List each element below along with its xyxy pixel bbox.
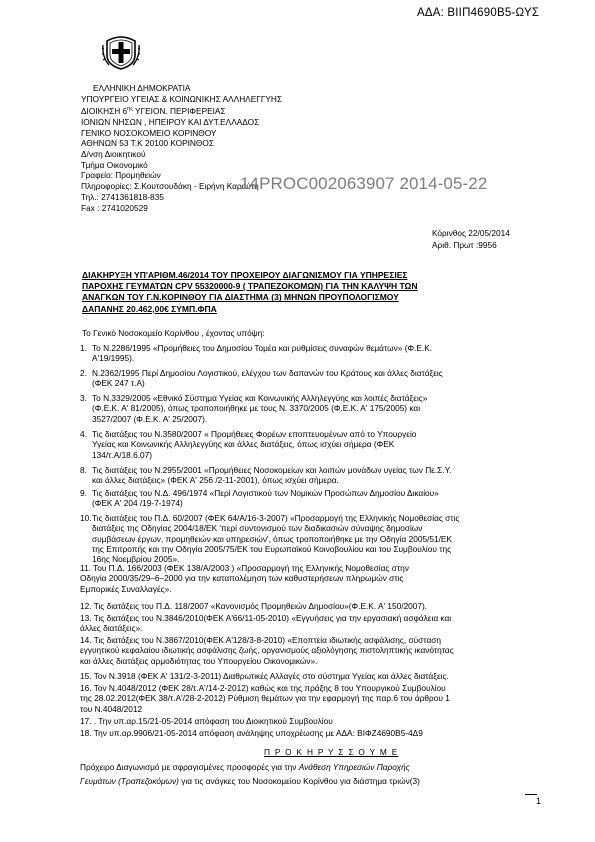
header-line: ΓΕΝΙΚΟ ΝΟΣΟΚΟΜΕΙΟ ΚΟΡΙΝΘΟΥ <box>81 127 217 138</box>
list-item-line: Οδηγία 2000/35/29–6–2000 για την καταπολέμηση των καθυστερήσεων πληρωμών στις <box>80 573 404 584</box>
list-item <box>80 728 530 738</box>
title-line: ΔΑΠΑΝΗΣ 20.462,00€ ΣΥΜΠ.ΦΠΑ <box>82 303 217 314</box>
list-item-line: Εμπορικές Συναλλαγές». <box>80 583 172 594</box>
list-item-line: και άλλες διατάξεις» (ΦΕΚ Α' 256 /2-11-2001), όπως ισχύει σήμερα. <box>92 475 339 486</box>
list-item-line: της Επιτροπής και την Οδηγία 2005/75/ΕΚ του Ευρωπαϊκού Κοινοβουλίου και του Συμβουλίου της <box>92 543 452 554</box>
list-item-text <box>92 488 530 509</box>
date-protocol-block <box>432 227 510 251</box>
list-item-line: και άλλες διατάξεις αρμοδιότητας του Υπουργείου Οικονομικών». <box>80 655 318 666</box>
header-line: ΔΙΟΙΚΗΣΗ $6^{\eta\varsigma}$ ΥΓΕΙΟΝ. ΠΕΡΙΦΕΡΕΙΑΣ <box>81 106 226 117</box>
list-item-text <box>80 613 518 634</box>
list-item-line: (Φ.Ε.Κ. Α' 81/2005), όπως τροποποιήθηκε με τους Ν. 3370/2005 (Φ.Ε.Κ. Α' 175/2005) και <box>92 403 421 414</box>
list-item-line: (ΦΕΚ 247 τ.Α) <box>92 378 145 389</box>
list-item-line: 18. Την υπ.αρ.9906/21-05-2014 απόφαση ανάληψης υποχρέωσης με ΑΔΑ: ΒΙΦΖ4690Β5-4Δ9 <box>80 728 423 738</box>
list-item-text <box>92 513 530 564</box>
list-item-line: 13. Τις διατάξεις του Ν.3846/2010(ΦΕΚ Α'66/11-05-2010) «Εγγυήσεις για την εργασιακή ασφάλεια και <box>80 613 452 623</box>
protocol-watermark: 14PROC002063907 2014-05-22 <box>240 174 488 193</box>
list-item <box>80 563 530 594</box>
list-item-text <box>80 601 518 611</box>
list-item-line: Τις διατάξεις του Π.Δ. 60/2007 (ΦΕΚ 64/Α/16-3-2007) «Προσαρμογή της Ελληνικής Νομοθεσίας στις <box>92 513 460 523</box>
list-item <box>80 601 530 611</box>
title-line: ΠΑΡΟΧΗΣ ΓΕΥΜΑΤΩΝ CPV 55320000-9 ( ΤΡΑΠΕΖΟΚΟΜΩΝ) ΓΙΑ ΤΗΝ ΚΑΛΥΨΗ ΤΩΝ <box>82 281 418 292</box>
list-item-line: Υγείας και Κοινωνικής Αλληλεγγύης και άλλες διατάξεις, όπως ισχύει σήμερα (ΦΕΚ <box>92 439 395 450</box>
list-item-line: 11. Του Π.Δ. 166/2003 (ΦΕΚ 138/Α/2003 ) «Προσαρμογή της Ελληνικής Νομοθεσίας στην <box>80 563 409 573</box>
list-item-line: 3527/2007 (Φ.Ε.Κ. Α' 25/2007). <box>92 413 208 424</box>
list-item-line: συμβάσεων έργων, προμηθειών και υπηρεσιών', όπως τροποποιήθηκε με την Οδηγία 2005/51/ΕΚ <box>92 533 452 544</box>
list-item-text <box>80 635 518 666</box>
list-item-number: 4. <box>80 429 87 439</box>
list-item-text <box>80 716 518 726</box>
header-line: ΥΠΟΥΡΓΕΙΟ ΥΓΕΙΑΣ & ΚΟΙΝΩΝΙΚΗΣ ΑΛΛΗΛΕΓΓΥΗΣ <box>81 93 283 104</box>
list-item-number: 8. <box>80 465 87 475</box>
list-item-line: άλλες διατάξεις». <box>80 623 143 634</box>
list-item-line: 16. Τον Ν.4048/2012 (ΦΕΚ 28/τ.Α'/14-2-2012) καθώς και της πράξης 8 του Υπουργικού Συμβουλίου <box>80 683 446 693</box>
header-line: ΕΛΛΗΝΙΚΗ ΔΗΜΟΚΡΑΤΙΑ <box>93 83 191 93</box>
title-line: ΑΝΑΓΚΩΝ ΤΟΥ Γ.Ν.ΚΟΡΙΝΘΟΥ ΓΙΑ ΔΙΑΣΤΗΜΑ (3) ΜΗΝΩΝ ΠΡΟΥΠΟΛΟΓΙΣΜΟΥ <box>82 292 399 303</box>
protocol-number: Αριθ. Πρωτ :9956 <box>432 240 497 250</box>
title-line: ΔΙΑΚΗΡΥΞΗ ΥΠ'ΑΡΙΘΜ.46/2014 ΤΟΥ ΠΡΟΧΕΙΡΟΥ ΔΙΑΓΩΝΙΣΜΟΥ ΓΙΑ ΥΠΗΡΕΣΙΕΣ <box>82 270 408 280</box>
list-item <box>80 671 530 681</box>
list-item-line: 15. Τον Ν.3918 (ΦΕΚ Α' 131/2-3-2011) Διαθρωτικές Αλλαγές στο σύστημα Υγείας και άλλες διατάξεις. <box>80 671 449 681</box>
header-line: Γραφείο: Προμηθειών <box>81 170 161 181</box>
list-item-line: της 28.02.2012(ΦΕΚ 38/τ.Α'/28-2-2012) Ρύθμιση θεμάτων για την εφαρμογή της παρ.6 του άρθρου 1 <box>80 693 450 704</box>
list-item-text <box>92 343 530 364</box>
list-item-line: Α'19/1995). <box>92 353 135 364</box>
list-item-text <box>92 368 530 389</box>
list-item-text <box>80 563 518 594</box>
list-item-number: 1. <box>80 343 87 353</box>
list-item-line: Το Ν.3329/2005 «Εθνικό Σύστημα Υγείας και Κοινωνικής Αλληλεγγύης και λοιπές διατάξεις» <box>92 393 428 403</box>
list-item <box>80 613 530 634</box>
list-item-line: 16ης Νοεμβρίου 2005». <box>92 554 180 565</box>
proclamation-paragraph <box>80 760 540 788</box>
list-item-line: 134/τ.Α/18.6.07) <box>92 449 153 460</box>
list-item-line: Ν.2362/1995 Περί Δημοσίου Λογιστικού, ελέγχου των δαπανών του Κράτους και άλλες διατάξεις <box>92 368 443 378</box>
proclamation-heading: Π Ρ Ο Κ Η Ρ Υ Σ Σ Ο Υ Μ Ε <box>264 747 399 757</box>
list-item-number: 9. <box>80 488 87 498</box>
list-item-text <box>92 393 530 424</box>
list-item-text <box>92 465 530 486</box>
place-date: Κόρινθος 22/05/2014 <box>432 228 510 238</box>
header-line: Fax : 2741020529 <box>81 202 148 213</box>
header-line: Δ/νση Διοικητικού <box>81 148 146 159</box>
list-item <box>80 635 530 666</box>
paragraph-line: Γευμάτων (Τραπεζοκόμων) για τις ανάγκες του Νοσοκομείου Κορίνθου για διάστημα τριών(3) <box>80 776 420 786</box>
header-line: Τηλ.: 2741361818-835 <box>81 191 164 202</box>
list-item-line: εγγυητικού κεφαλαίου ιδιωτικής ασφάλισης ζωής, οργανισμούς αξιολόγησης πιστοληπτικής ικανότητας <box>80 645 454 656</box>
page-number: 1 <box>536 796 542 806</box>
document-title <box>82 270 522 315</box>
page-number-rule <box>525 794 537 795</box>
list-item-line: διατάξεις της Οδηγίας 2004/18/ΕΚ 'περί συντονισμού των διαδικασιών σύναψης δημοσίων <box>92 523 423 534</box>
list-item-line: Τις διατάξεις του Ν.3580/2007 « Προμήθειες Φορέων εποπτευομένων από το Υπουργείο <box>92 429 417 439</box>
list-item-line: Τις διατάξεις του Ν.Δ. 496/1974 «Περί Λογιστικού των Νομικών Προσώπων Δημοσίου Δικαίου» <box>92 488 439 498</box>
header-line: Τμήμα Οικονομικό <box>81 159 148 170</box>
list-item-line: του Ν.4048/2012 <box>80 703 143 714</box>
paragraph-line: Πρόχειρο Διαγωνισμό με σφραγισμένες προσφορές για την Ανάθεση Υπηρεσιών Παροχής <box>80 762 410 772</box>
header-line: ΑΘΗΝΩΝ 53 Τ.Κ 20100 ΚΟΡΙΝΘΟΣ <box>81 138 214 149</box>
list-item <box>80 683 530 714</box>
list-item-line: 12. Τις διατάξεις του Π.Δ. 118/2007 «Κανονισμός Προμηθειών Δημοσίου»(Φ.Ε.Κ. Α' 150/2007). <box>80 601 428 611</box>
list-item-number: 3. <box>80 393 87 403</box>
list-item-text <box>80 671 518 681</box>
list-item-line: Τις διατάξεις του Ν.2955/2001 «Προμήθειες Νοσοκομείων και λοιπών μονάδων υγείας των Πε.Σ.Υ. <box>92 465 452 475</box>
list-item-text <box>80 683 518 714</box>
list-item-text <box>92 429 530 460</box>
list-item <box>80 716 530 726</box>
list-item-text <box>80 728 518 738</box>
greek-emblem-icon <box>101 31 141 71</box>
list-item-line: 14. Τις διατάξεις του Ν.3867/2010(ΦΕΚ Α'128/3-8-2010) «Εποπτεία ιδιωτικής ασφάλισης, σύσταση <box>80 635 441 645</box>
list-item-line: Το Ν.2286/1995 «Προμήθειες του Δημοσίου Τομέα και ρυθμίσεις συναφών θεμάτων» (Φ.Ε.Κ. <box>92 343 433 353</box>
list-item-number: 10. <box>80 513 92 523</box>
header-line: ΙΟΝΙΩΝ ΝΗΣΩΝ , ΗΠΕΙΡΟΥ ΚΑΙ ΔΥΤ.ΕΛΛΑΔΟΣ <box>81 116 260 127</box>
intro-text: Το Γενικό Νοσοκομείο Κορίνθου , έχοντας υπόψη: <box>82 328 265 338</box>
list-item-number: 2. <box>80 368 87 378</box>
header-line: Πληροφορίες: Σ.Κουτσουδάκη - Ειρήνη Καρούτη <box>81 181 259 192</box>
list-item-line: 17. . Την υπ.αρ.15/21-05-2014 απόφαση του Διοικητικού Συμβουλίου <box>80 716 333 726</box>
list-item-line: (ΦΕΚ Α' 204 /19-7-1974) <box>92 498 183 509</box>
ada-code: ΑΔΑ: ΒΙΙΠ4690Β5-ΩΥΣ <box>417 7 540 19</box>
